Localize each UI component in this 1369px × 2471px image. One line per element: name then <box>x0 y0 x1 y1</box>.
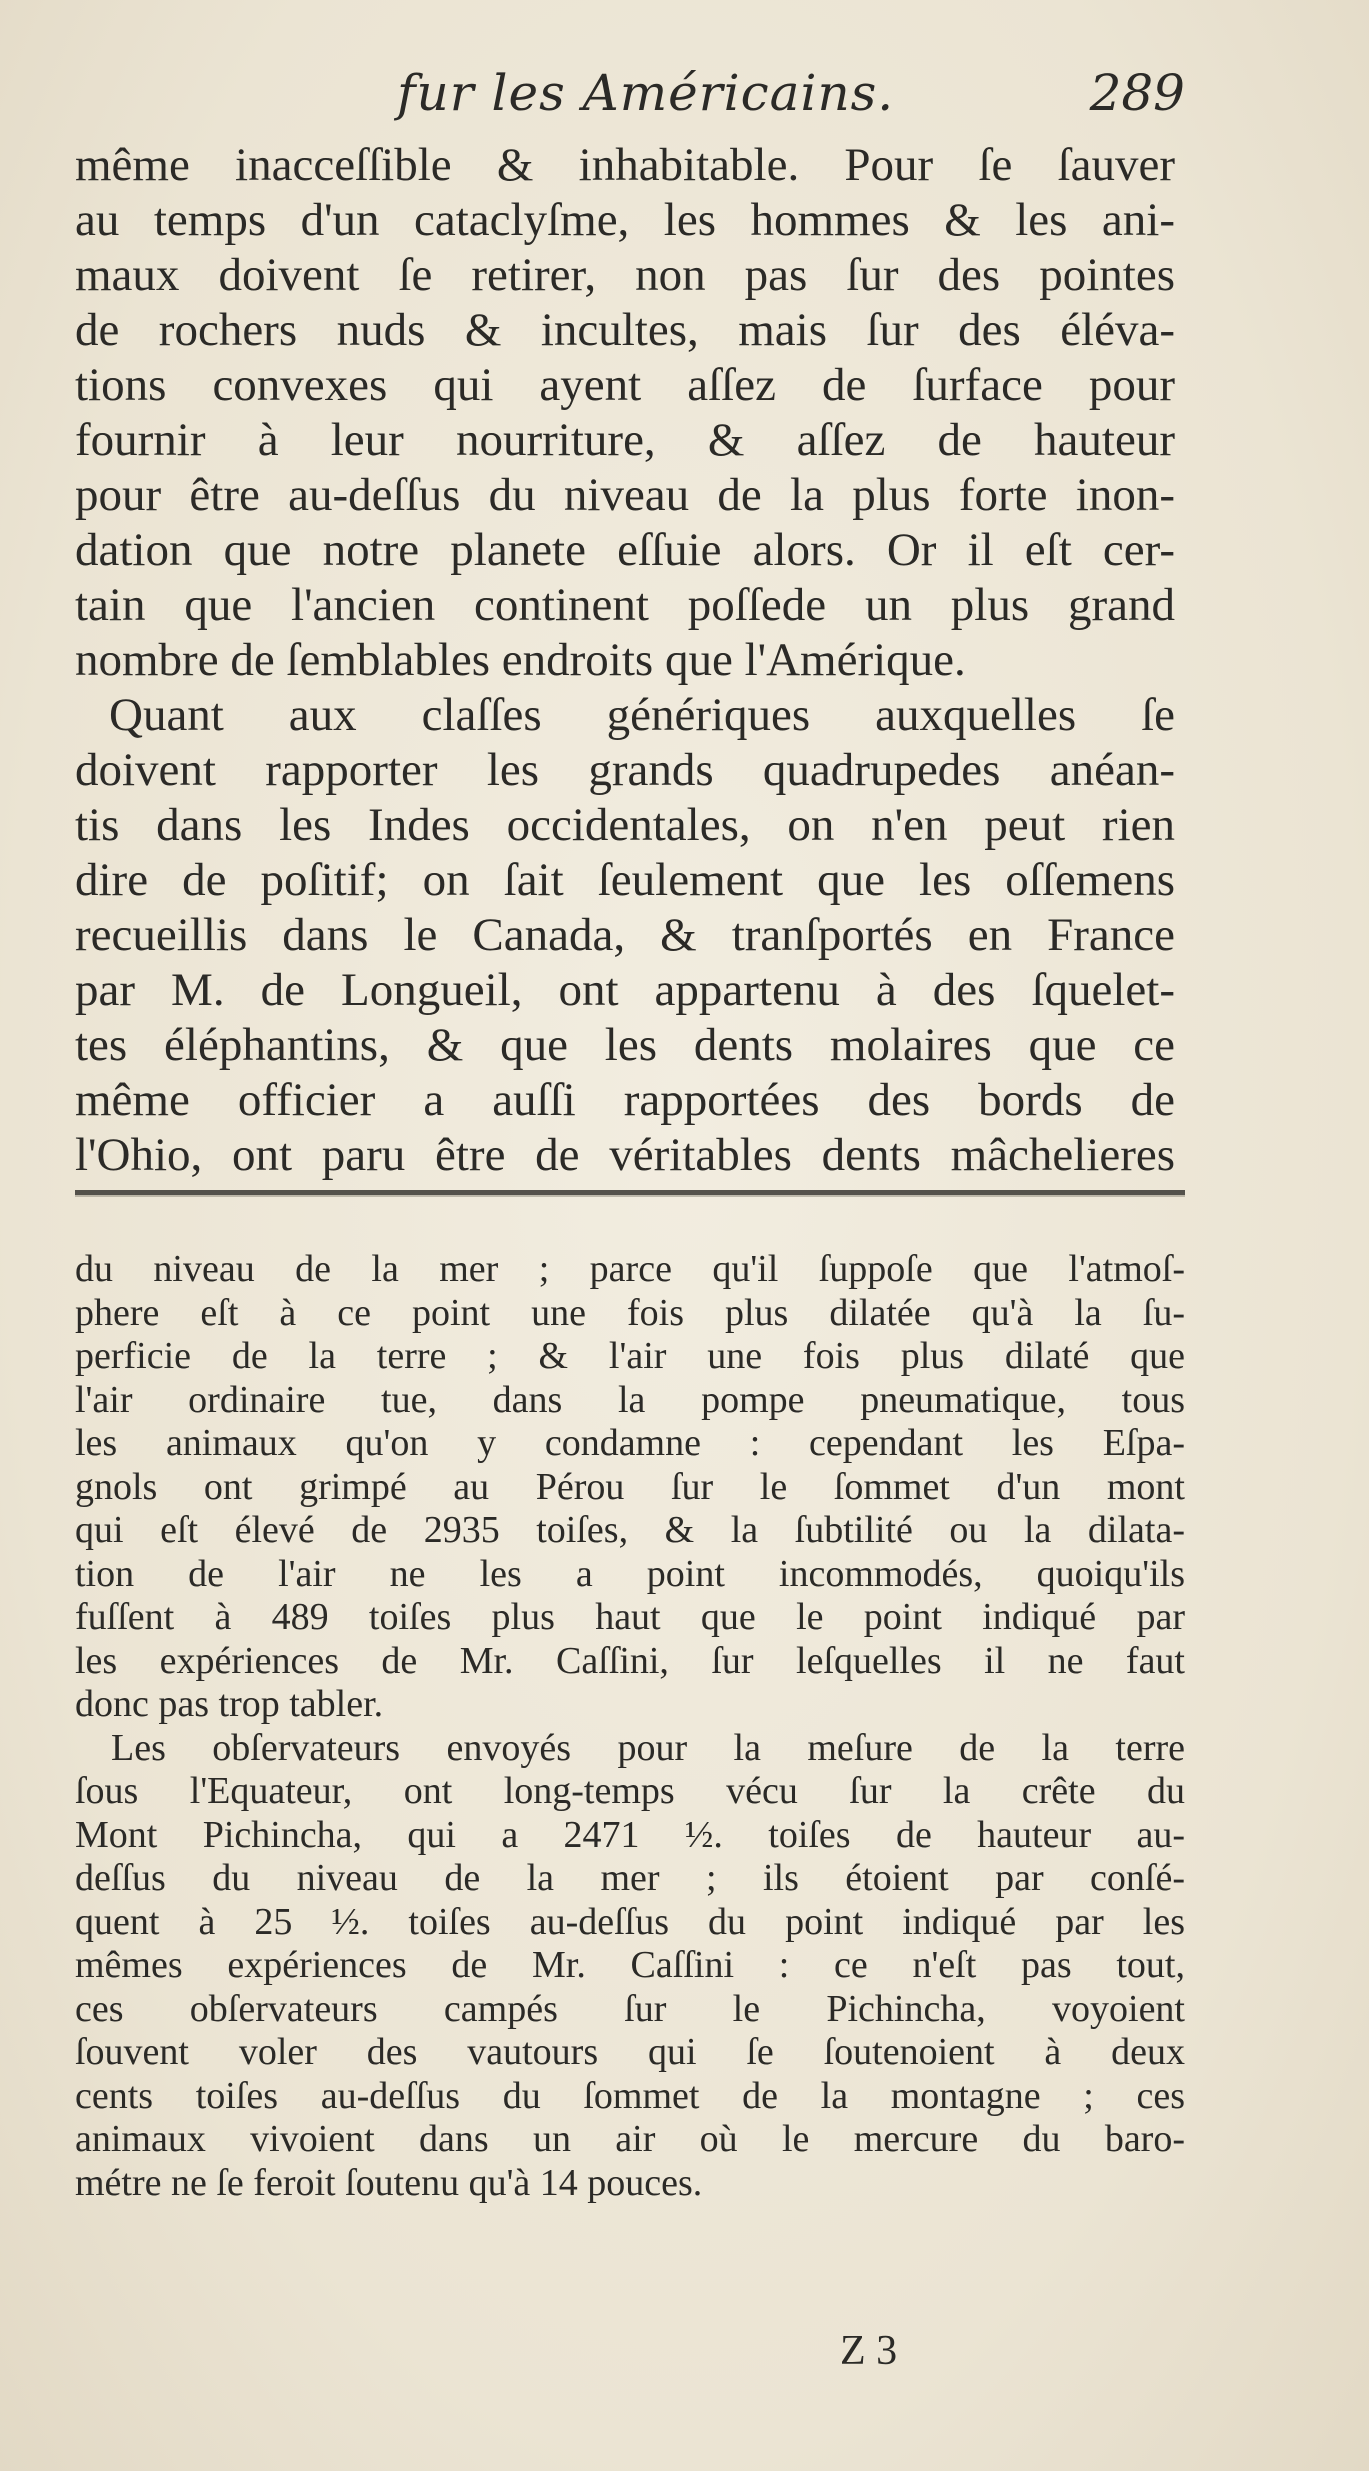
footnote-line: qui eſt élevé de 2935 toiſes, & la ſubtilité ou la dilata- <box>75 1509 1185 1551</box>
main-text-line: dire de poſitif; on ſait ſeulement que les oſſemens <box>75 854 1175 906</box>
main-text-line: fournir à leur nourriture, & aſſez de hauteur <box>75 414 1175 466</box>
main-text-line: même officier a auſſi rapportées des bords de <box>75 1074 1175 1126</box>
footnote-line: ſous l'Equateur, ont long-temps vécu ſur la crête du <box>75 1770 1185 1812</box>
main-text-line: de rochers nuds & incultes, mais ſur des éléva- <box>75 304 1175 356</box>
main-text-line: recueillis dans le Canada, & tranſportés en France <box>75 909 1175 961</box>
footnote-line: les expériences de Mr. Caſſini, ſur leſquelles il ne faut <box>75 1639 1185 1682</box>
signature-mark: Z 3 <box>840 2328 898 2374</box>
footnote-line: phere eſt à ce point une fois plus dilatée qu'à la ſu- <box>75 1291 1185 1334</box>
main-text-block <box>75 138 1175 1183</box>
footnote-block <box>75 1248 1185 2205</box>
main-text-line: tions convexes qui ayent aſſez de ſurface pour <box>75 359 1175 411</box>
running-head: fur les Américains. <box>397 64 895 122</box>
main-text-line: l'Ohio, ont paru être de véritables dents mâchelieres <box>75 1129 1175 1181</box>
footnote-line: ces obſervateurs campés ſur le Pichincha, voyoient <box>75 1987 1185 2030</box>
page-header <box>75 64 1185 144</box>
main-text-line: nombre de ſemblables endroits que l'Amérique. <box>75 634 966 686</box>
footnote-line: du niveau de la mer ; parce qu'il ſuppoſe que l'atmoſ- <box>75 1248 1185 1290</box>
footnote-line: perficie de la terre ; & l'air une fois plus dilaté que <box>75 1335 1185 1377</box>
footnote-line: mêmes expériences de Mr. Caſſini : ce n'eſt pas tout, <box>75 1944 1185 1986</box>
footnote-line: quent à 25 ½. toiſes au-deſſus du point indiqué par les <box>75 1900 1185 1943</box>
footnote-line: fuſſent à 489 toiſes plus haut que le point indiqué par <box>75 1596 1185 1638</box>
footnote-line: gnols ont grimpé au Pérou ſur le ſommet d'un mont <box>75 1465 1185 1508</box>
page-number: 289 <box>1089 64 1185 122</box>
footnote-line: les animaux qu'on y condamne : cependant les Eſpa- <box>75 1422 1185 1464</box>
main-text-line: maux doivent ſe retirer, non pas ſur des pointes <box>75 249 1175 301</box>
footnote-line: tion de l'air ne les a point incommodés, quoiqu'ils <box>75 1552 1185 1595</box>
footnote-divider <box>75 1190 1185 1195</box>
footnote-line: donc pas trop tabler. <box>75 1683 384 1725</box>
main-text-line: même inacceſſible & inhabitable. Pour ſe ſauver <box>75 139 1175 191</box>
footnote-line: deſſus du niveau de la mer ; ils étoient par conſé- <box>75 1857 1185 1899</box>
main-text-line: dation que notre planete eſſuie alors. Or il eſt cer- <box>75 524 1175 576</box>
footnote-line: ſouvent voler des vautours qui ſe ſoutenoient à deux <box>75 2031 1185 2073</box>
footnote-line: Les obſervateurs envoyés pour la meſure de la terre <box>111 1726 1185 1769</box>
main-text-line: au temps d'un cataclyſme, les hommes & les ani- <box>75 194 1175 246</box>
footnote-line: métre ne ſe feroit ſoutenu qu'à 14 pouces. <box>75 2161 703 2204</box>
footnote-line: Mont Pichincha, qui a 2471 ½. toiſes de hauteur au- <box>75 1813 1185 1856</box>
footnote-line: cents toiſes au-deſſus du ſommet de la montagne ; ces <box>75 2074 1185 2117</box>
main-text-line: tain que l'ancien continent poſſede un plus grand <box>75 579 1175 631</box>
main-text-line: tis dans les Indes occidentales, on n'en peut rien <box>75 799 1175 851</box>
footnote-line: animaux vivoient dans un air où le mercure du baro- <box>75 2118 1185 2160</box>
main-text-line: tes éléphantins, & que les dents molaires que ce <box>75 1019 1175 1071</box>
main-text-line: doivent rapporter les grands quadrupedes anéan- <box>75 744 1175 796</box>
main-text-line: Quant aux claſſes génériques auxquelles ſe <box>109 689 1175 741</box>
footnote-line: l'air ordinaire tue, dans la pompe pneumatique, tous <box>75 1378 1185 1421</box>
main-text-line: pour être au-deſſus du niveau de la plus forte inon- <box>75 469 1175 521</box>
main-text-line: par M. de Longueil, ont appartenu à des ſquelet- <box>75 964 1175 1016</box>
